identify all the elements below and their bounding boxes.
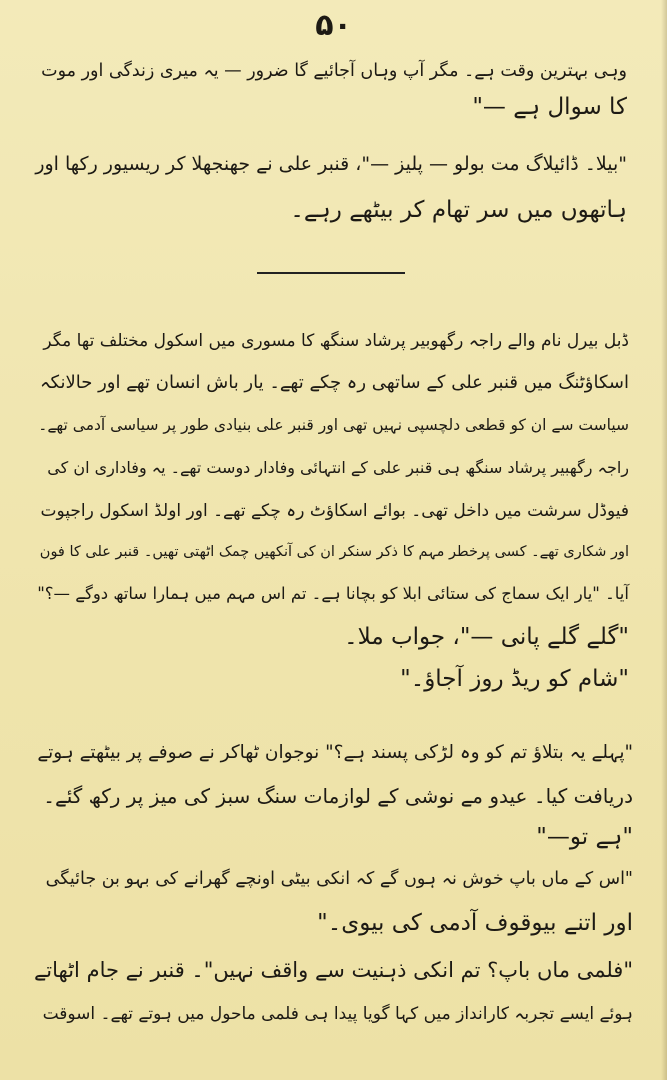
section-divider (257, 272, 405, 274)
text-line: فیوڈل سرشت میں داخل تھی۔ بوائے اسکاؤٹ رہ چکے تھے۔ اور اولڈ اسکول راجپوت (40, 501, 629, 521)
text-line: راجہ رگھبیر پرشاد سنگھ ہی قنبر علی کے انتہائی وفادار دوست تھے۔ یہ وفاداری ان کی (47, 458, 629, 477)
text-line: ہاتھوں میں سر تھام کر بیٹھے رہے۔ (290, 197, 627, 223)
text-line: "گلے گلے پانی —"، جواب ملا۔ (344, 624, 629, 650)
text-line: ہوئے ایسے تجربہ کارانداز میں کہا گویا پیدا ہی فلمی ماحول میں ہوتے تھے۔ اسوقت (42, 1004, 633, 1024)
text-line: وہی بہترین وقت ہے۔ مگر آپ وہاں آجائیے گا ضرور — یہ میری زندگی اور موت (41, 61, 627, 81)
text-line: اور اتنے بیوقوف آدمی کی بیوی۔" (317, 910, 633, 936)
text-line: آیا۔ "یار ایک سماج کی ستائی ابلا کو بچانا ہے۔ تم اس مہم میں ہمارا ساتھ دوگے —؟" (37, 584, 629, 603)
text-line: کا سوال ہے —" (472, 94, 627, 120)
text-line: "شام کو ریڈ روز آجاؤ۔" (400, 666, 629, 692)
text-line: اور شکاری تھے۔ کسی پرخطر مہم کا ذکر سنکر ان کی آنکھیں چمک اٹھتی تھیں۔ قنبر علی کا فون (39, 544, 629, 560)
text-line: اسکاؤٹنگ میں قنبر علی کے ساتھی رہ چکے تھے۔ یار باش انسان تھے اور حالانکہ (39, 372, 629, 393)
text-line: "ہے تو—" (536, 824, 633, 850)
page-edge-shadow (661, 0, 667, 1080)
text-line: سیاست سے ان کو قطعی دلچسپی نہیں تھی اور قنبر علی بنیادی طور پر سیاسی آدمی تھے۔ (38, 416, 629, 434)
text-line: ڈبل بیرل نام والے راجہ رگھوبیر پرشاد سنگھ کا مسوری میں اسکول مختلف تھا مگر (43, 331, 629, 351)
text-line: "پہلے یہ بتلاؤ تم کو وہ لڑکی پسند ہے؟" نوجوان ٹھاکر نے صوفے پر بیٹھتے ہوتے (37, 742, 633, 763)
text-line: "اس کے ماں باپ خوش نہ ہوں گے کہ انکی بیٹی اونچے گھرانے کی بہو بن جائیگی (45, 869, 633, 889)
page-number: ۵۰ (315, 8, 352, 43)
text-line: دریافت کیا۔ عیدو مے نوشی کے لوازمات سنگ سبز کی میز پر رکھ گئے۔ (43, 784, 633, 808)
text-line: "بیلا۔ ڈائیلاگ مت بولو — پلیز —"، قنبر علی نے جھنجھلا کر ریسیور رکھا اور (35, 153, 627, 175)
text-line: "فلمی ماں باپ؟ تم انکی ذہنیت سے واقف نہیں"۔ قنبر نے جام اٹھاتے (33, 958, 633, 982)
